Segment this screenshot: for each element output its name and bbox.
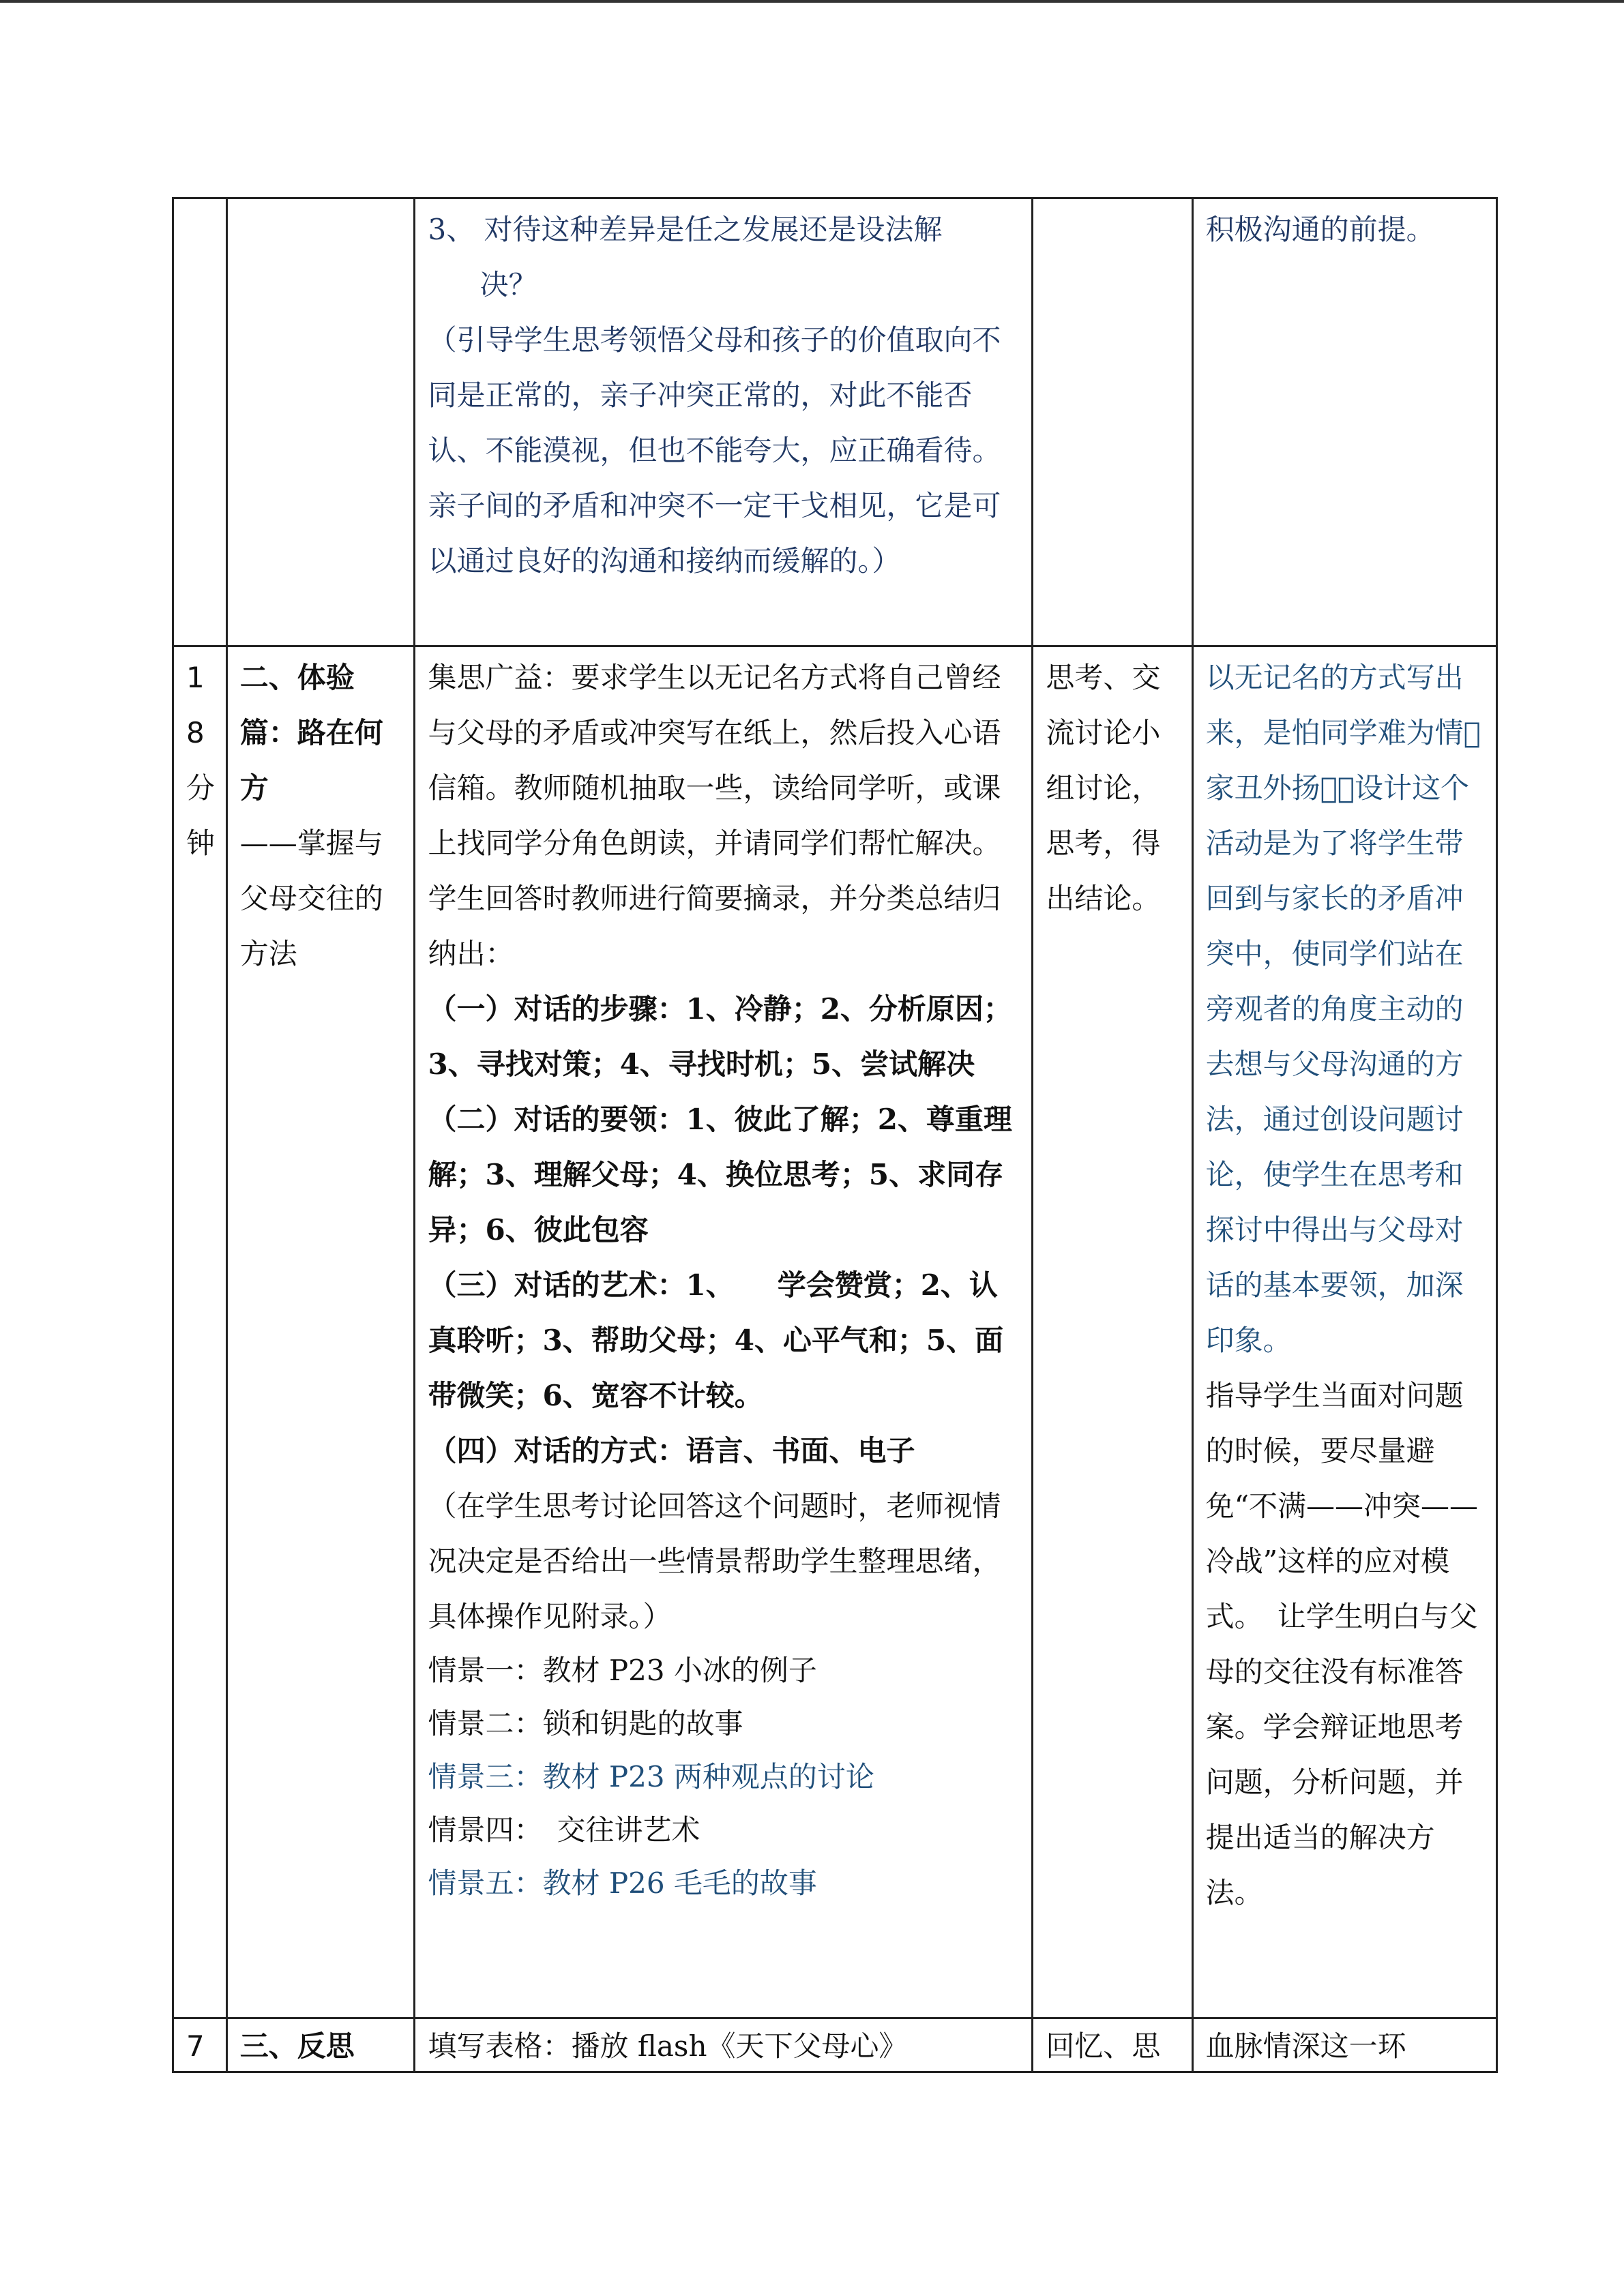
question-3: 3、 对待这种差异是任之发展还是设法解: [428, 213, 943, 246]
summary-line: 学生回答时教师进行简要摘录，并分类总结归纳出：: [428, 882, 1001, 970]
section-subtitle: ——掌握与父母交往的方法: [239, 826, 383, 970]
time-unit-1: 分: [186, 771, 216, 805]
time-cell-empty: [173, 198, 227, 646]
scene-list: [428, 1644, 1019, 1910]
design-purpose-cell: [1192, 646, 1496, 2018]
student-activity-3: 回忆、思: [1033, 2018, 1192, 2072]
student-activity-cell: [1033, 646, 1192, 2018]
design-purpose-1: 以无记名的方式写出来，是怕同学难为情 家丑外扬 ，设计这个活动是为了将学生带回到与家长的矛盾冲突中，使同学们站在旁观者的角度主动的去想与父母沟通的方法，通过创设问题讨论，使学生在思考和探讨中得出与父母对话的基本要领，加深印象。: [1205, 661, 1473, 1357]
teacher-note: （在学生思考讨论回答这个问题时，老师视情况决定是否给出一些情景帮助学生整理思绪，具体操作见附录。）: [428, 1489, 1001, 1633]
activity-cell-empty: [1033, 198, 1192, 646]
purpose-text: 积极沟通的前提。: [1205, 213, 1435, 246]
section-cell-empty: [226, 198, 415, 646]
section-title: 二、体验篇：路在何方: [239, 661, 383, 805]
design-purpose-3: 血脉情深这一环: [1192, 2018, 1496, 2072]
time-cell-3: 7: [173, 2018, 227, 2072]
section-title-3: 三、反思: [226, 2018, 415, 2072]
design-purpose-2: 指导学生当面对问题的时候，要尽量避免“不满——冲突——冷战”这样的应对模式。 让学生明白与父母的交往没有标准答案。学会辩证地思考问题，分析问题，并提出适当的解决方法。: [1205, 1379, 1479, 1909]
scene-3: 情景三：教材 P23 两种观点的讨论: [428, 1760, 874, 1793]
content-cell: [415, 646, 1033, 2018]
table-row-section-3: [173, 2018, 1497, 2072]
dialogue-art: （三）对话的艺术：1、 学会赞赏；2、认真聆听；3、帮助父母；4、心平气和；5、面带微笑；6、宽容不计较。: [428, 1268, 1004, 1412]
scene-1: 情景一：教材 P23 小冰的例子: [428, 1654, 817, 1687]
scene-5: 情景五：教材 P26 毛毛的故事: [428, 1866, 817, 1900]
page-top-border: [0, 0, 1624, 3]
content-cell-continued: [415, 198, 1033, 646]
lesson-plan-table: [172, 197, 1498, 2073]
purpose-cell-continued: [1192, 198, 1496, 646]
student-activity: 思考、交流讨论小组讨论，思考，得出结论。: [1046, 661, 1161, 915]
time-unit-2: 钟: [186, 826, 216, 860]
question-3-continued: 决？: [479, 268, 537, 301]
scene-4: 情景四： 交往讲艺术: [428, 1813, 700, 1847]
table-row-continued: [173, 198, 1497, 646]
activity-intro: 集思广益：要求学生以无记名方式将自己曾经与父母的矛盾或冲突写在纸上，然后投入心语信箱。教师随机抽取一些，读给同学听，或课上找同学分角色朗读，并请同学们帮忙解决。: [428, 661, 1001, 860]
time-number: 18: [186, 661, 205, 749]
dialogue-essentials: （二）对话的要领：1、彼此了解；2、尊重理解；3、理解父母；4、换位思考；5、求同存异；6、彼此包容: [428, 1103, 1012, 1247]
dialogue-steps: （一）对话的步骤：1、冷静；2、分析原因；3、寻找对策；4、寻找时机；5、尝试解决: [428, 992, 1012, 1081]
scene-2: 情景二：锁和钥匙的故事: [428, 1707, 743, 1740]
content-cell-3: 填写表格：播放 flash《天下父母心》: [415, 2018, 1033, 2072]
guidance-note: （引导学生思考领悟父母和孩子的价值取向不同是正常的，亲子冲突正常的，对此不能否认、不能漠视，但也不能夸大，应正确看待。亲子间的矛盾和冲突不一定干戈相见，它是可以通过良好的沟通和接纳而缓解的。）: [428, 323, 1001, 578]
table-row-section-2: [173, 646, 1497, 2018]
time-cell: [173, 646, 227, 2018]
section-title-cell: [226, 646, 415, 2018]
dialogue-methods: （四）对话的方式：语言、书面、电子: [428, 1434, 915, 1467]
